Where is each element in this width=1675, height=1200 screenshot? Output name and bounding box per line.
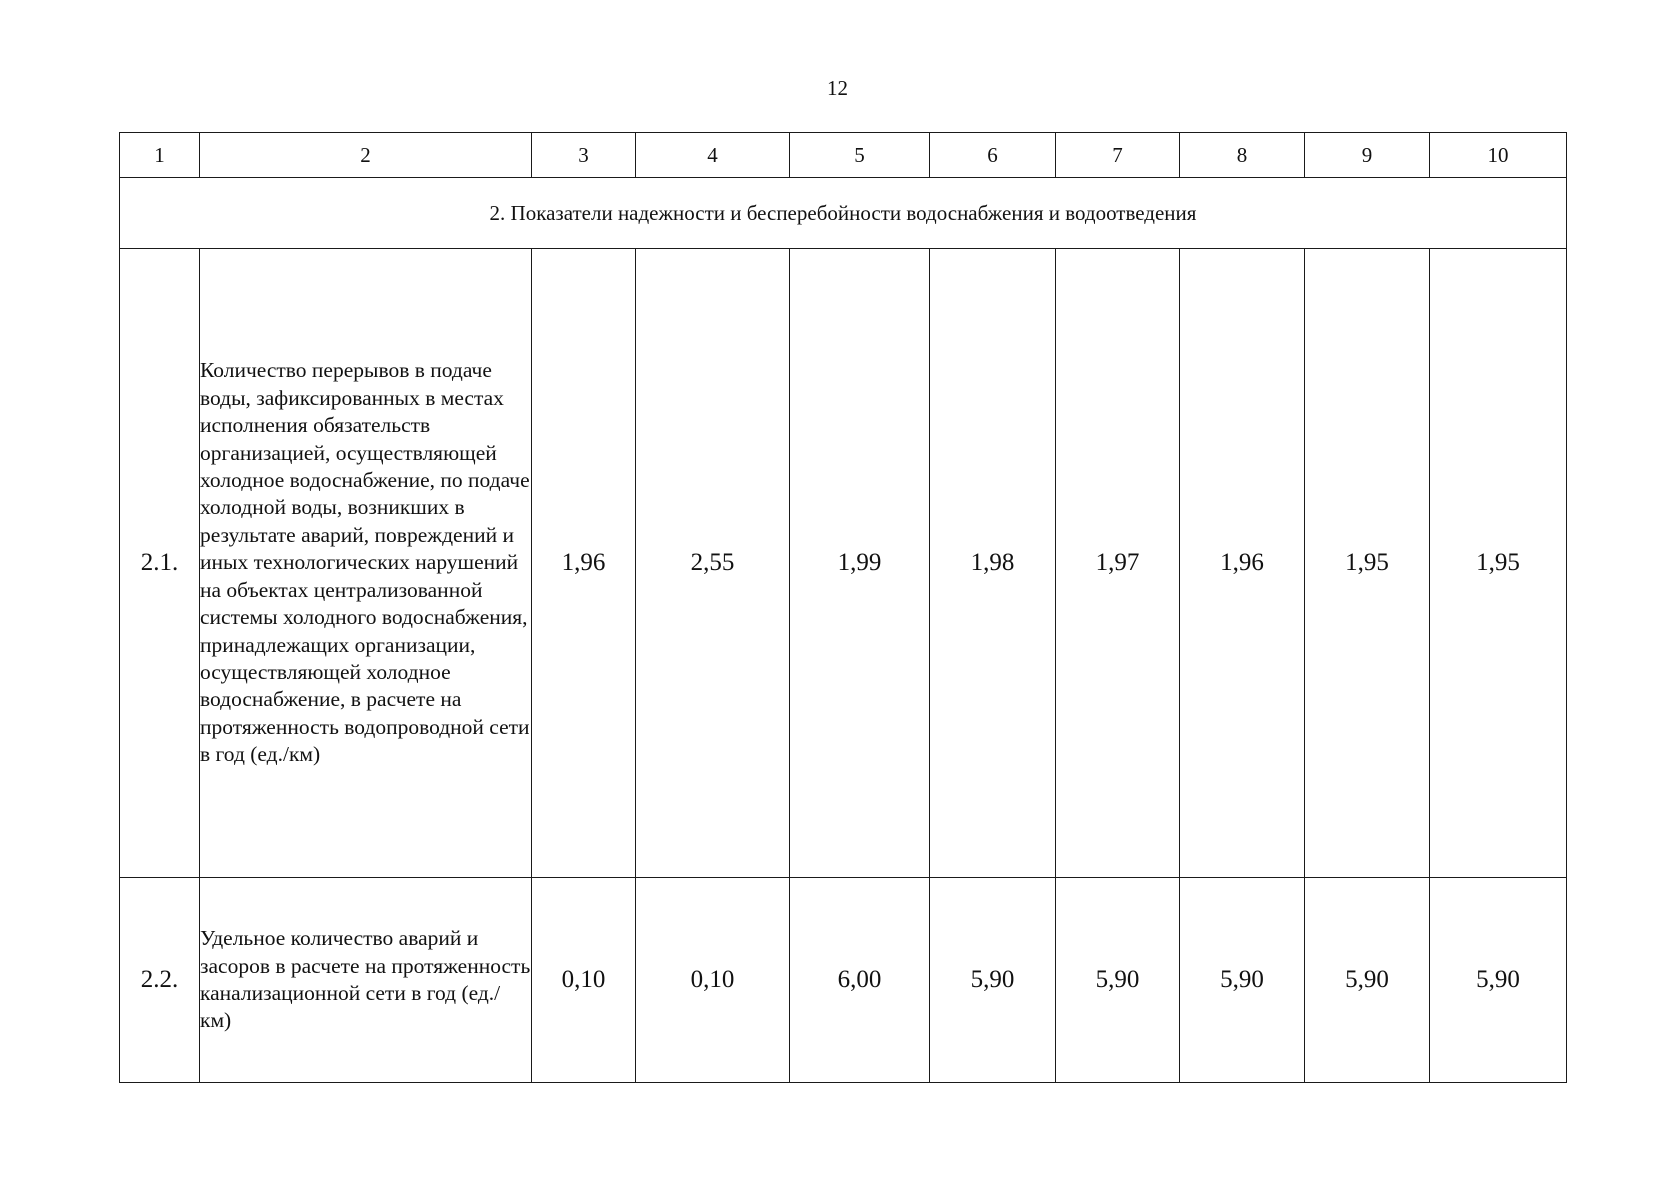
- column-number-cell: 7: [1056, 133, 1180, 178]
- column-number-cell: 1: [120, 133, 200, 178]
- value-cell: 1,99: [790, 249, 930, 878]
- column-number-cell: 5: [790, 133, 930, 178]
- value-cell: 1,95: [1305, 249, 1430, 878]
- table-row: [120, 878, 1567, 1083]
- value-cell: 1,97: [1056, 249, 1180, 878]
- page-number: 12: [827, 76, 848, 100]
- value-cell: 5,90: [1056, 878, 1180, 1083]
- column-number-row: [120, 133, 1567, 178]
- value-cell: 5,90: [1430, 878, 1567, 1083]
- row-description: Количество перерывов в подаче воды, зафиксированных в местах исполнения обязательств организацией, осуществляющей холодное водоснабжение, по подаче холодной воды, возникших в результате аварий, повреждений и иных технологических нарушений на объектах централизованной системы холодного водоснабжения, принадлежащих организации, осуществляющей холодное водоснабжение, в расчете на протяженность водопроводной сети в год (ед./км): [200, 249, 532, 878]
- value-cell: 5,90: [1180, 878, 1305, 1083]
- value-cell: 1,96: [532, 249, 636, 878]
- row-number: 2.2.: [120, 878, 200, 1083]
- section-row: [120, 178, 1567, 249]
- column-number-cell: 6: [930, 133, 1056, 178]
- value-cell: 5,90: [1305, 878, 1430, 1083]
- row-number: 2.1.: [120, 249, 200, 878]
- column-number-cell: 8: [1180, 133, 1305, 178]
- column-number-cell: 3: [532, 133, 636, 178]
- section-title: 2. Показатели надежности и бесперебойности водоснабжения и водоотведения: [120, 178, 1567, 249]
- column-number-cell: 10: [1430, 133, 1567, 178]
- value-cell: 0,10: [532, 878, 636, 1083]
- column-number-cell: 4: [636, 133, 790, 178]
- column-number-cell: 9: [1305, 133, 1430, 178]
- row-description: Удельное количество аварий и засоров в расчете на протяженность канализационной сети в год (ед./км): [200, 878, 532, 1083]
- table-row: [120, 249, 1567, 878]
- value-cell: 0,10: [636, 878, 790, 1083]
- value-cell: 6,00: [790, 878, 930, 1083]
- value-cell: 2,55: [636, 249, 790, 878]
- value-cell: 1,98: [930, 249, 1056, 878]
- indicators-table: [119, 132, 1567, 1083]
- column-number-cell: 2: [200, 133, 532, 178]
- value-cell: 5,90: [930, 878, 1056, 1083]
- value-cell: 1,96: [1180, 249, 1305, 878]
- value-cell: 1,95: [1430, 249, 1567, 878]
